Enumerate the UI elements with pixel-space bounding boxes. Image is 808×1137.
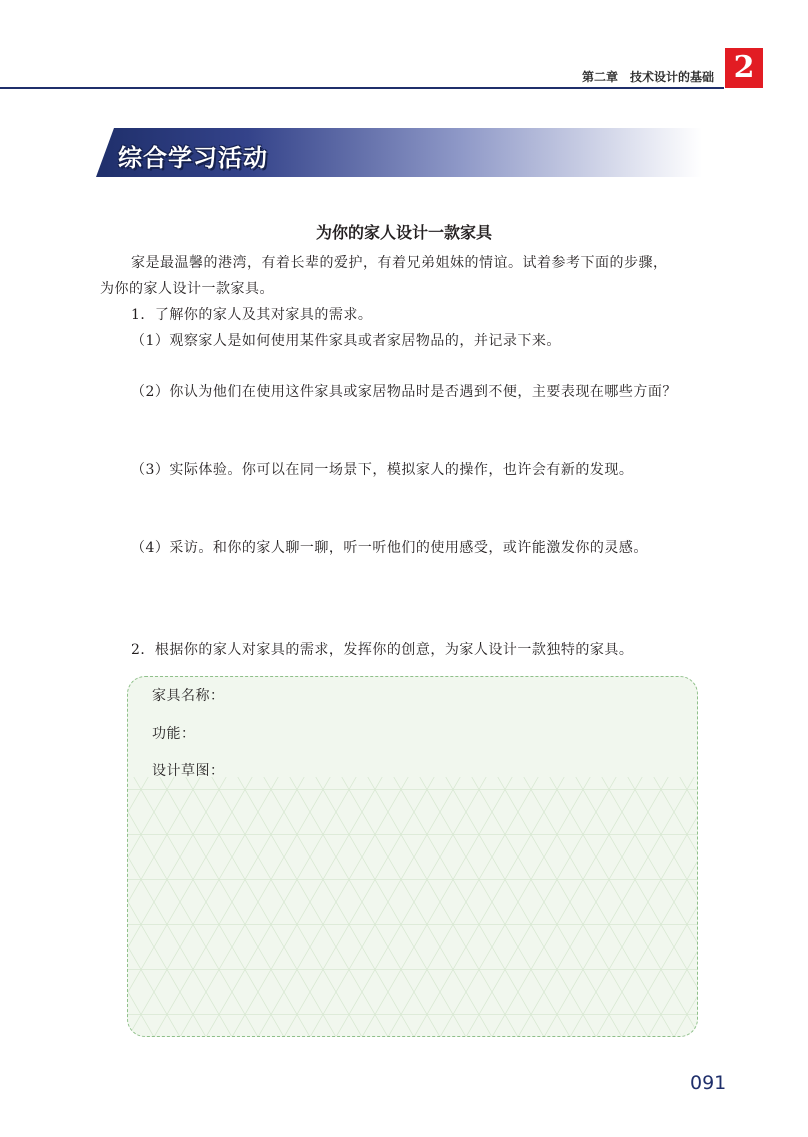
- activity-title: 为你的家人设计一款家具: [315, 223, 492, 242]
- furniture-name-label: 家具名称：: [152, 688, 225, 704]
- chapter-number-badge: 2: [725, 48, 763, 88]
- step-1-heading: 1．了解你的家人及其对家具的需求。: [131, 307, 373, 323]
- header-rule: [0, 87, 724, 89]
- step-1-item-4: （4）采访。和你的家人聊一聊，听一听他们的使用感受，或许能激发你的灵感。: [131, 540, 648, 556]
- step-1-item-1: （1）观察家人是如何使用某件家具或者家居物品的，并记录下来。: [131, 333, 561, 349]
- design-sketch-label: 设计草图：: [152, 763, 225, 779]
- intro-line-2: 为你的家人设计一款家具。: [100, 281, 274, 297]
- step-1-item-3: （3）实际体验。你可以在同一场景下，模拟家人的操作，也许会有新的发现。: [131, 462, 634, 478]
- page-number: 091: [690, 1072, 727, 1094]
- banner-title: 综合学习活动: [118, 144, 268, 172]
- step-2-heading: 2．根据你的家人对家具的需求，发挥你的创意，为家人设计一款独特的家具。: [131, 642, 634, 658]
- intro-line-1: 家是最温馨的港湾，有着长辈的爱护，有着兄弟姐妹的情谊。试着参考下面的步骤，: [131, 255, 668, 271]
- chapter-header-title: 第二章 技术设计的基础: [582, 70, 715, 84]
- design-worksheet-box: [127, 676, 698, 1037]
- triangular-grid: [128, 677, 698, 1037]
- step-1-item-2: （2）你认为他们在使用这件家具或家居物品时是否遇到不便，主要表现在哪些方面？: [131, 384, 677, 400]
- function-label: 功能：: [152, 726, 196, 742]
